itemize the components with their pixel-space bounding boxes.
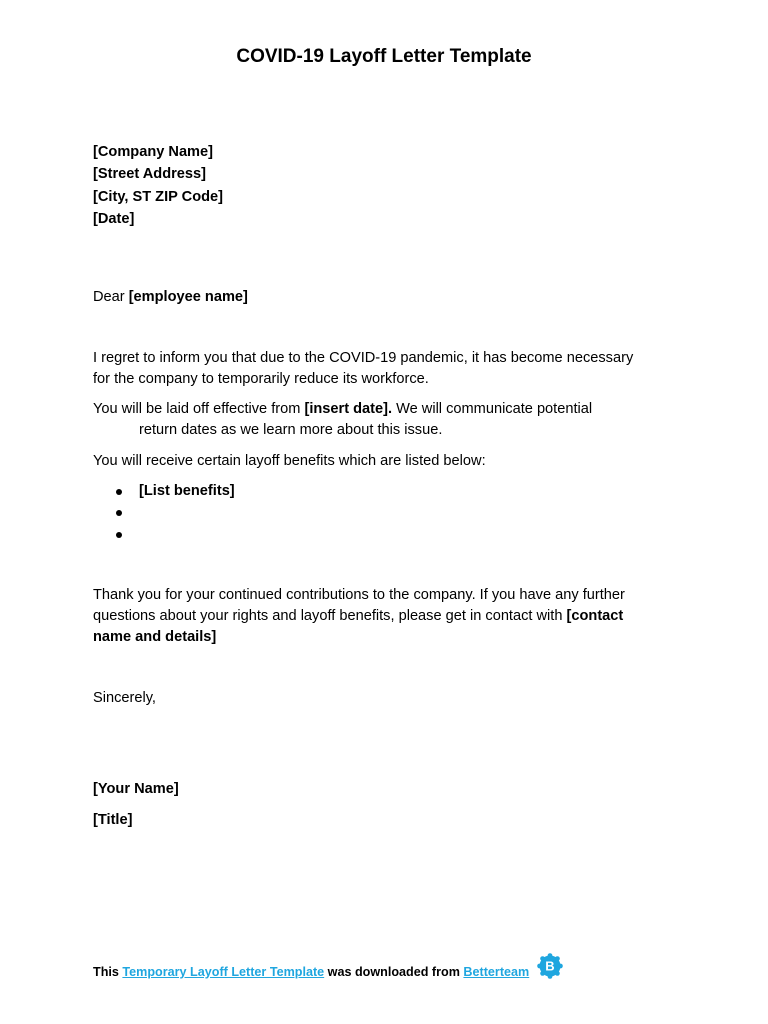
signature-title: [Title]	[93, 812, 133, 828]
footer-middle: was downloaded from	[324, 965, 464, 979]
company-name: [Company Name]	[93, 144, 214, 160]
footer-prefix: This	[93, 965, 123, 979]
paragraph-intro-line-1: I regret to inform you that due to the COVID-19 pandemic, it has become necessary	[93, 350, 634, 366]
benefit-text: [List benefits]	[139, 483, 235, 499]
bullet-icon	[116, 489, 122, 495]
street-address: [Street Address]	[93, 166, 206, 183]
paragraph-intro	[93, 348, 683, 390]
bullet-icon	[116, 532, 122, 538]
paragraph-effective-date	[93, 399, 683, 441]
paragraph-benefits-intro: You will receive certain layoff benefits which are listed below:	[93, 453, 486, 469]
paragraph-thank-you	[93, 585, 683, 648]
paragraph-effective-date-line-2: return dates as we learn more about this issue.	[139, 422, 443, 438]
employee-name-placeholder: [employee name]	[128, 289, 248, 305]
list-item	[113, 481, 235, 503]
insert-date-placeholder: [insert date].	[304, 401, 393, 417]
effective-date-suffix: We will communicate potential	[392, 401, 593, 417]
list-item	[113, 503, 122, 525]
footer-attribution	[93, 963, 529, 981]
betterteam-logo-icon[interactable]	[537, 953, 563, 979]
benefits-list	[113, 481, 235, 546]
betterteam-link[interactable]: Betterteam	[463, 965, 530, 979]
contact-placeholder-end: name and details]	[93, 629, 217, 645]
document-title: COVID-19 Layoff Letter Template	[236, 46, 532, 67]
bullet-icon	[116, 510, 122, 516]
logo-letter: B	[545, 958, 555, 974]
letter-date: [Date]	[93, 210, 135, 227]
contact-prefix: questions about your rights and layoff benefits, please get in contact with	[93, 608, 567, 624]
salutation-prefix: Dear	[93, 289, 129, 305]
list-item	[113, 524, 122, 546]
paragraph-intro-line-2: for the company to temporarily reduce its workforce.	[93, 371, 429, 387]
paragraph-effective-date-line-1	[93, 399, 683, 420]
city-state-zip: [City, ST ZIP Code]	[93, 188, 223, 205]
effective-date-prefix: You will be laid off effective from	[93, 401, 305, 417]
address-block	[93, 141, 683, 230]
paragraph-thank-you-line-1: Thank you for your continued contributions to the company. If you have any further	[93, 587, 625, 603]
contact-placeholder-start: [contact	[566, 608, 624, 624]
paragraph-thank-you-line-2	[93, 606, 683, 627]
signature-name: [Your Name]	[93, 781, 179, 797]
salutation	[93, 287, 683, 308]
template-link[interactable]: Temporary Layoff Letter Template	[122, 965, 325, 979]
closing: Sincerely,	[93, 690, 156, 706]
